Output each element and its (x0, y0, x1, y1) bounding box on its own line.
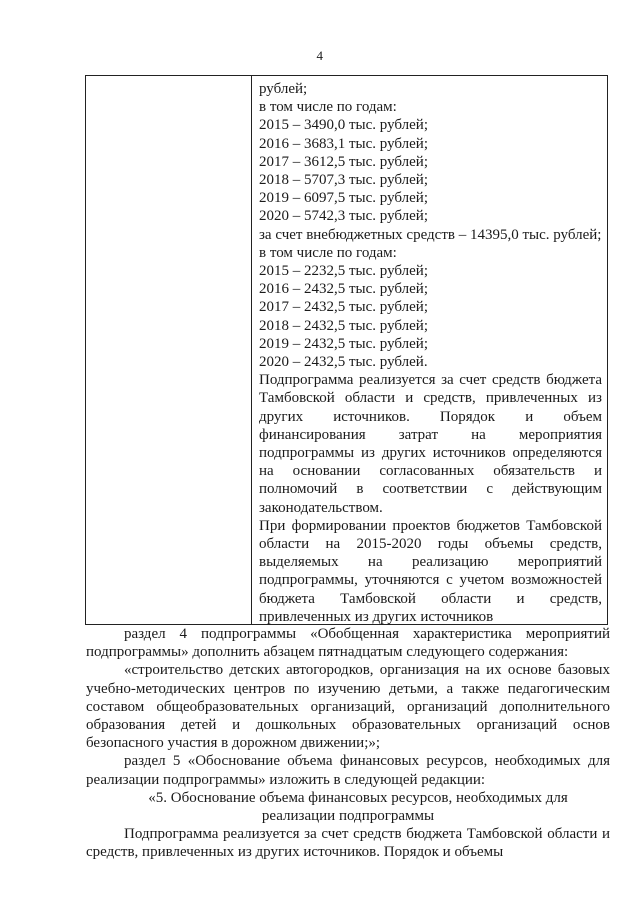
cell-line: 2020 – 5742,3 тыс. рублей; (259, 208, 428, 225)
funding-paragraph: Подпрограмма реализуется за счет средств бюджета Тамбовской области и средств, привлеченных из других источников. Порядок и объем финансирования затрат на мероприятия подпрограммы из других источников определяются на основании согласованных обязательств и полномочий в соответствии с действующим законодательством. (259, 372, 602, 516)
cell-line: 2018 – 2432,5 тыс. рублей; (259, 317, 428, 334)
cell-line: 2015 – 2232,5 тыс. рублей; (259, 263, 428, 280)
cell-line: 2019 – 6097,5 тыс. рублей; (259, 190, 428, 207)
cell-line: в том числе по годам: (259, 99, 397, 116)
cell-line: 2017 – 2432,5 тыс. рублей; (259, 299, 428, 316)
paragraph-section-4: раздел 4 подпрограммы «Обобщенная характеристика мероприятий подпрограммы» дополнить абзацем пятнадцатым следующего содержания: (86, 626, 610, 661)
paragraph-section-5: раздел 5 «Обоснование объема финансовых ресурсов, необходимых для реализации подпрограммы» изложить в следующей редакции: (86, 753, 610, 788)
table-column-divider (251, 76, 252, 624)
cell-line: 2017 – 3612,5 тыс. рублей; (259, 153, 428, 170)
paragraph-quote-autotowns: «строительство детских автогородков, организация на их основе базовых учебно-методических центров по изучению детьми, а также педагогическим составом общеобразовательных организаций, организаций дополнительного образования детей и дошкольных образовательных организаций основ безопасного участия в дорожном движении;»; (86, 662, 610, 752)
section-heading-line2: реализации подпрограммы (261, 808, 435, 825)
cell-line: 2019 – 2432,5 тыс. рублей; (259, 335, 428, 352)
cell-line: 2015 – 3490,0 тыс. рублей; (259, 117, 428, 134)
cell-line: рублей; (259, 81, 308, 97)
table-right-cell (259, 80, 602, 626)
extra-budget-total: за счет внебюджетных средств – 14395,0 тыс. рублей; (259, 226, 602, 243)
passport-table (85, 75, 608, 625)
cell-line: в том числе по годам: (259, 244, 397, 261)
budgets-paragraph: При формировании проектов бюджетов Тамбовской области на 2015-2020 годы объемы средств, выделяемых на реализацию мероприятий подпрограммы, уточняются с учетом возможностей бюджета Тамбовской области и средств, привлеченных из других источников (259, 517, 602, 625)
paragraph-subprogram: Подпрограмма реализуется за счет средств бюджета Тамбовской области и средств, привлеченных из других источников. Порядок и объемы (86, 826, 610, 861)
cell-line: 2018 – 5707,3 тыс. рублей; (259, 172, 428, 189)
cell-line: 2020 – 2432,5 тыс. рублей. (259, 354, 428, 371)
cell-line: 2016 – 3683,1 тыс. рублей; (259, 135, 428, 152)
cell-line: 2016 – 2432,5 тыс. рублей; (259, 281, 428, 298)
page-number: 4 (316, 48, 324, 63)
document-body (86, 625, 610, 862)
section-heading-line1: «5. Обоснование объема финансовых ресурсов, необходимых для (148, 789, 568, 806)
